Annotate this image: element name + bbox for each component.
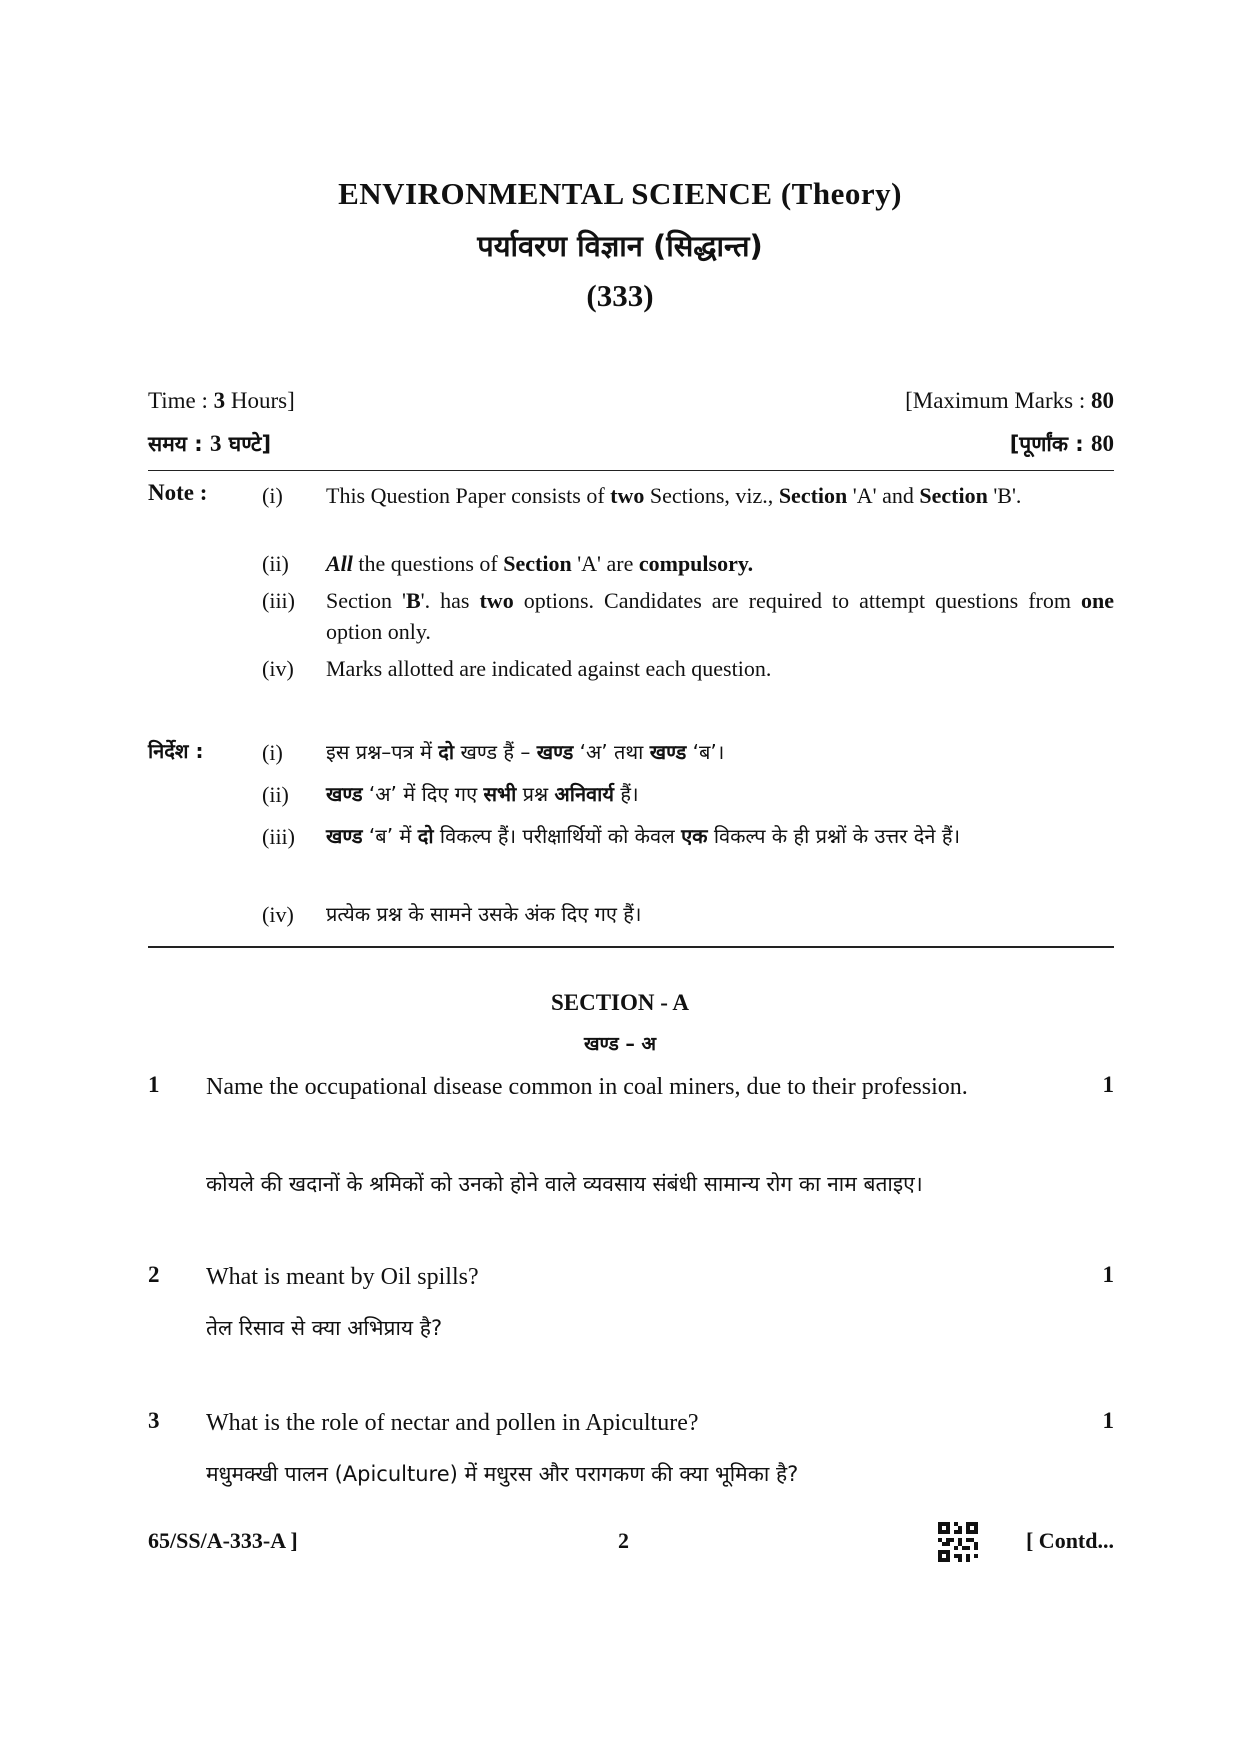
question-text: What is meant by Oil spills?: [206, 1264, 479, 1290]
note-item-hindi: (iv) प्रत्येक प्रश्न के सामने उसके अंक दिए गए हैं।: [262, 902, 642, 927]
section-title: SECTION - A: [550, 990, 690, 1015]
time-marks-row-hindi: [148, 430, 1114, 458]
paper-title: ENVIRONMENTAL SCIENCE (Theory): [338, 176, 902, 211]
question-marks: 1: [1102, 1072, 1114, 1097]
max-marks-info: [Maximum Marks : 80: [905, 388, 1114, 413]
section-title-hindi: खण्ड – अ: [584, 1033, 656, 1055]
page-footer: [148, 1528, 1114, 1568]
note-item: (iii) Section 'B'. has two options. Candidates are required to attempt questions from one option only.: [262, 588, 1114, 644]
note-item-hindi: (i) इस प्रश्न–पत्र में दो खण्ड हैं – खण्ड ‘अ’ तथा खण्ड ‘ब’।: [262, 740, 725, 765]
note-label-hindi: निर्देश :: [148, 739, 204, 763]
note-item: (i) This Question Paper consists of two Sections, viz., Section 'A' and Section 'B'.: [262, 483, 1022, 508]
divider: [148, 470, 1114, 471]
question-marks: 1: [1102, 1408, 1114, 1433]
question-number: 2: [148, 1262, 160, 1287]
question-text-hindi: तेल रिसाव से क्या अभिप्राय है?: [206, 1316, 443, 1340]
paper-title-hindi: पर्यावरण विज्ञान (सिद्धान्त): [477, 229, 763, 263]
paper-code: (333): [586, 278, 654, 313]
time-marks-row: [148, 388, 1114, 414]
note-label: Note :: [148, 480, 208, 505]
question-number: 3: [148, 1408, 160, 1433]
note-item: (iv) Marks allotted are indicated against each question.: [262, 656, 772, 681]
divider: [148, 946, 1114, 948]
question-number: 1: [148, 1072, 160, 1097]
page-number: 2: [618, 1528, 629, 1553]
max-marks-info-hindi: [पूर्णांक : 80: [1009, 431, 1114, 456]
question-marks: 1: [1102, 1262, 1114, 1287]
note-item-hindi: (ii) खण्ड ‘अ’ में दिए गए सभी प्रश्न अनिवार्य हैं।: [262, 782, 639, 807]
continued-label: [ Contd...: [1025, 1528, 1114, 1553]
paper-code-footer: 65/SS/A-333-A ]: [148, 1528, 298, 1553]
question-text-hindi: कोयले की खदानों के श्रमिकों को उनको होने वाले व्यवसाय संबंधी सामान्य रोग का नाम बताइए।: [206, 1172, 923, 1196]
qr-code-icon: [938, 1522, 978, 1562]
time-info: Time : 3 Hours]: [148, 388, 295, 413]
note-item: (ii) All the questions of Section 'A' are compulsory.: [262, 551, 754, 576]
question-text: Name the occupational disease common in coal miners, due to their profession.: [206, 1074, 968, 1100]
question-text-hindi: मधुमक्खी पालन (Apiculture) में मधुरस और परागकण की क्या भूमिका है?: [206, 1462, 799, 1486]
question-text: What is the role of nectar and pollen in Apiculture?: [206, 1410, 699, 1436]
note-item-hindi: (iii) खण्ड ‘ब’ में दो विकल्प हैं। परीक्षार्थियों को केवल एक विकल्प के ही प्रश्नों के उत्तर देने हैं।: [262, 824, 961, 849]
time-info-hindi: समय : 3 घण्टे]: [148, 431, 272, 456]
